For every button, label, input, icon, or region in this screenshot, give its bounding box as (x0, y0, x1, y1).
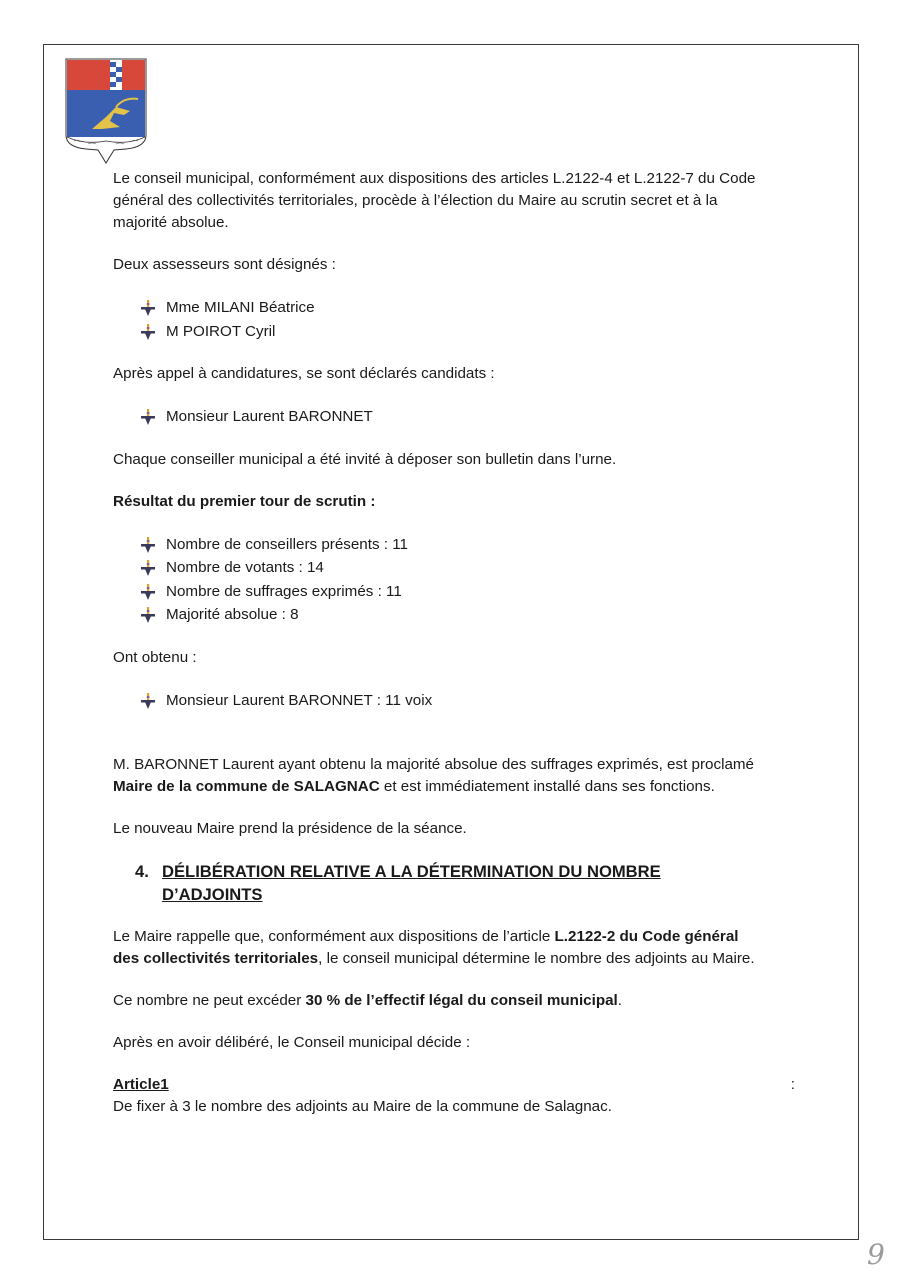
arrow-down-bullet-icon (141, 560, 155, 576)
section-title-line-1: DÉLIBÉRATION RELATIVE A LA DÉTERMINATION DU NOMBRE (162, 862, 661, 881)
article-1-header (113, 1074, 803, 1096)
intro-line-1: Le conseil municipal, conformément aux dispositions des articles L.2122-4 et L.2122-7 du Code (113, 170, 756, 187)
intro-line-2: général des collectivités territoriales, procède à l’élection du Maire au scrutin secret et à la (113, 192, 718, 209)
obtained-list (113, 689, 803, 713)
article-1-title: Article1 (113, 1076, 169, 1093)
section-number: 4. (135, 862, 149, 881)
list-item: Monsieur Laurent BARONNET (141, 405, 803, 429)
proclamation-line-2: Maire de la commune de SALAGNAC et est immédiatement installé dans ses fonctions. (113, 778, 715, 795)
coat-of-arms-icon (64, 57, 148, 165)
intro-line-3: majorité absolue. (113, 214, 229, 231)
page-number: 9 (867, 1238, 885, 1271)
assessors-list (113, 296, 803, 343)
article-1-text: De fixer à 3 le nombre des adjoints au Maire de la commune de Salagnac. (113, 1098, 612, 1115)
arrow-down-bullet-icon (141, 324, 155, 340)
candidates-heading: Après appel à candidatures, se sont déclarés candidats : (113, 365, 495, 382)
proclamation-line-1: M. BARONNET Laurent ayant obtenu la majorité absolue des suffrages exprimés, est proclamé (113, 756, 755, 773)
reminder-line-1: Le Maire rappelle que, conformément aux dispositions de l’article L.2122-2 du Code général (113, 928, 739, 945)
section-4-title (113, 860, 803, 906)
reminder-line-2: des collectivités territoriales, le conseil municipal détermine le nombre des adjoints au Maire. (113, 950, 755, 967)
arrow-down-bullet-icon (141, 584, 155, 600)
arrow-down-bullet-icon (141, 537, 155, 553)
results-heading: Résultat du premier tour de scrutin : (113, 492, 376, 510)
list-item: Nombre de suffrages exprimés : 11 (141, 580, 803, 604)
arrow-down-bullet-icon (141, 607, 155, 623)
vote-instruction: Chaque conseiller municipal a été invité à déposer son bulletin dans l’urne. (113, 450, 617, 468)
presidency-note: Le nouveau Maire prend la présidence de la séance. (113, 820, 467, 837)
list-item: Nombre de votants : 14 (141, 556, 803, 580)
limit-statement: Ce nombre ne peut excéder 30 % de l’effectif légal du conseil municipal. (113, 992, 623, 1009)
section-title-line-2: D’ADJOINTS (162, 885, 263, 904)
assessors-heading: Deux assesseurs sont désignés : (113, 256, 336, 273)
list-item: Monsieur Laurent BARONNET : 11 voix (141, 689, 803, 713)
document-body (113, 168, 803, 1118)
candidates-list (113, 405, 803, 429)
obtained-heading: Ont obtenu : (113, 648, 197, 666)
list-item: Nombre de conseillers présents : 11 (141, 533, 803, 557)
list-item: Mme MILANI Béatrice (141, 296, 803, 320)
arrow-down-bullet-icon (141, 300, 155, 316)
arrow-down-bullet-icon (141, 409, 155, 425)
list-item: Majorité absolue : 8 (141, 603, 803, 627)
arrow-down-bullet-icon (141, 693, 155, 709)
article-1-colon: : (790, 1076, 795, 1093)
results-list (113, 533, 803, 627)
decision-intro: Après en avoir délibéré, le Conseil municipal décide : (113, 1034, 471, 1051)
list-item: M POIROT Cyril (141, 320, 803, 344)
